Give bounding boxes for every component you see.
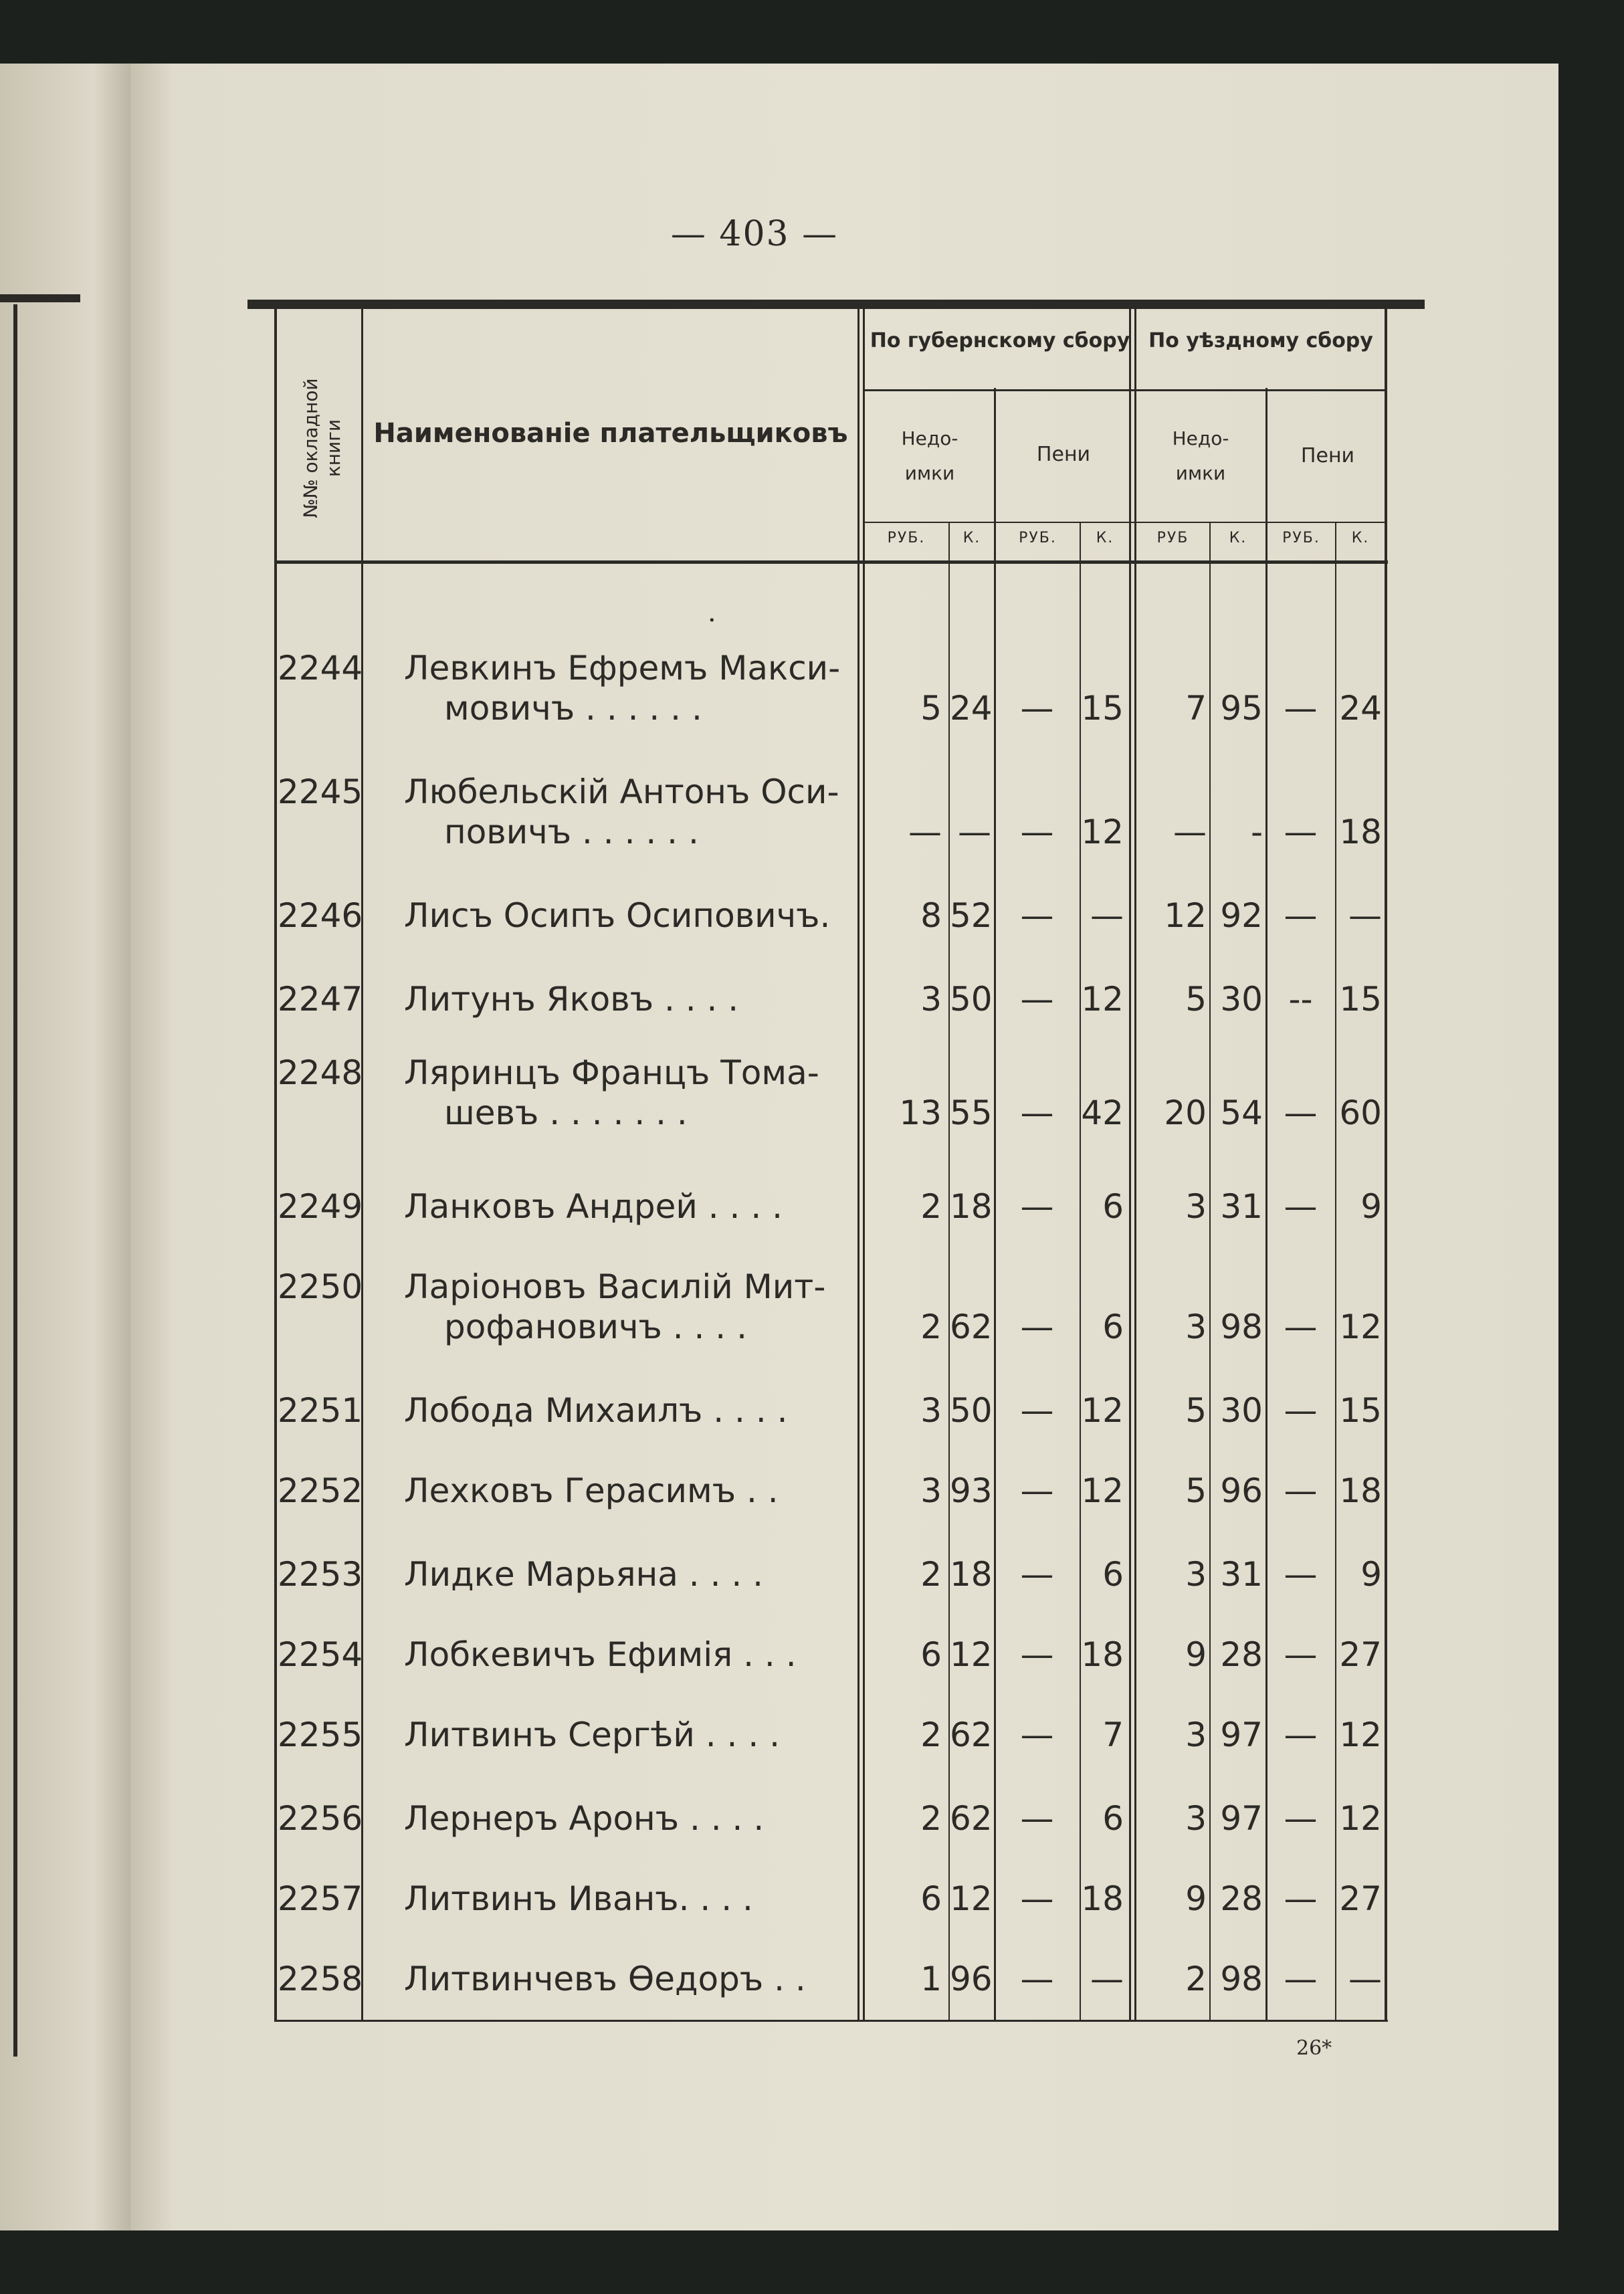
row-g-k: 55: [950, 1093, 993, 1132]
col-line-right: [1385, 309, 1387, 2021]
row-u-r: 3: [1185, 1187, 1207, 1226]
row-up-r: —: [1284, 689, 1318, 728]
row-up-k: 9: [1360, 1187, 1382, 1226]
row-u-r: 9: [1185, 1879, 1207, 1918]
col-line-left: [274, 309, 277, 2021]
header-gub-sbor: По губернскому сбору: [870, 329, 1130, 352]
row-u-k: 98: [1220, 1960, 1263, 1998]
row-g-k: 12: [950, 1879, 993, 1918]
row-u-k: 31: [1220, 1187, 1263, 1226]
row-gp-k: 7: [1102, 1715, 1124, 1754]
row-g-r: 2: [920, 1799, 942, 1838]
row-g-r: 6: [920, 1879, 942, 1918]
row-u-r: 3: [1185, 1308, 1207, 1346]
row-book-number: 2255: [278, 1715, 363, 1754]
row-u-k: 30: [1220, 980, 1263, 1019]
row-gp-k: 42: [1081, 1093, 1124, 1132]
row-g-r: —: [908, 813, 942, 851]
row-up-r: —: [1284, 1187, 1318, 1226]
row-up-r: —: [1284, 1879, 1318, 1918]
row-gp-k: 6: [1102, 1187, 1124, 1226]
row-gp-k: 12: [1081, 813, 1124, 851]
row-gp-r: —: [1020, 1093, 1054, 1132]
col-line-g-k: [948, 522, 950, 2020]
row-book-number: 2244: [278, 649, 363, 688]
row-gp-r: —: [1020, 896, 1054, 935]
row-gp-r: —: [1020, 1799, 1054, 1838]
table-mark: ·: [708, 605, 716, 636]
row-book-number: 2247: [278, 980, 363, 1019]
left-page-edge: [0, 64, 134, 2230]
col-line-up-k: [1335, 522, 1336, 2020]
row-up-r: —: [1284, 813, 1318, 851]
row-gp-r: —: [1020, 1715, 1054, 1754]
row-book-number: 2252: [278, 1471, 363, 1510]
row-up-r: —: [1284, 1715, 1318, 1754]
row-g-r: 3: [920, 980, 942, 1019]
row-up-k: 12: [1339, 1308, 1382, 1346]
row-u-k: 97: [1220, 1715, 1263, 1754]
row-up-r: —: [1284, 1471, 1318, 1510]
row-payer-name: Ларіоновъ Василій Мит-: [404, 1267, 826, 1306]
row-g-r: 6: [920, 1635, 942, 1674]
col-line-gub-end: [1129, 309, 1131, 2021]
row-up-r: —: [1284, 1308, 1318, 1346]
table-top-rule: [247, 300, 1425, 309]
row-u-k: 28: [1220, 1635, 1263, 1674]
row-gp-r: —: [1020, 1308, 1054, 1346]
row-u-r: 3: [1185, 1555, 1207, 1594]
row-up-k: 12: [1339, 1715, 1382, 1754]
row-g-r: 1: [920, 1960, 942, 1998]
row-payer-name: Лидке Марьяна . . . .: [404, 1555, 764, 1594]
row-g-k: 62: [950, 1308, 993, 1346]
row-book-number: 2257: [278, 1879, 363, 1918]
header-g-peni: Пени: [1036, 443, 1091, 466]
row-u-k: 97: [1220, 1799, 1263, 1838]
row-payer-name: Лобкевичъ Ефимія . . .: [404, 1635, 797, 1674]
row-book-number: 2248: [278, 1053, 363, 1092]
row-gp-r: —: [1020, 689, 1054, 728]
header-payer-name: Наименованіе плательщиковъ: [373, 418, 848, 449]
col-line-u-k: [1209, 522, 1211, 2020]
row-payer-name: Литвинъ Сергѣй . . . .: [404, 1715, 781, 1754]
row-g-k: 50: [950, 1391, 993, 1430]
row-u-r: 9: [1185, 1635, 1207, 1674]
unit-u-rub: РУБ: [1156, 530, 1189, 546]
row-u-k: 28: [1220, 1879, 1263, 1918]
row-g-k: 12: [950, 1635, 993, 1674]
col-line-name-2: [863, 309, 865, 2021]
row-gp-k: —: [1090, 1960, 1124, 1998]
row-up-r: —: [1284, 1635, 1318, 1674]
row-g-r: 2: [920, 1555, 942, 1594]
row-g-k: —: [958, 813, 991, 851]
row-up-k: 60: [1339, 1093, 1382, 1132]
row-payer-name: повичъ . . . . . .: [444, 813, 699, 851]
row-payer-name: мовичъ . . . . . .: [444, 689, 702, 728]
header-uezd-sbor: По уѣздному сбору: [1148, 329, 1373, 352]
row-payer-name: Любельскій Антонъ Оси-: [404, 772, 839, 811]
row-u-r: 5: [1185, 1471, 1207, 1510]
row-up-k: —: [1348, 896, 1382, 935]
row-gp-r: —: [1020, 1391, 1054, 1430]
row-up-r: —: [1284, 1799, 1318, 1838]
row-g-r: 3: [920, 1471, 942, 1510]
header-book-number: №№ окладной книги: [300, 378, 344, 518]
header-line-units: [863, 522, 1385, 523]
header-u-peni: Пени: [1300, 444, 1355, 467]
row-gp-k: 6: [1102, 1308, 1124, 1346]
page-number: — 403 —: [670, 214, 839, 254]
row-up-k: —: [1348, 1960, 1382, 1998]
row-up-r: —: [1284, 896, 1318, 935]
row-gp-r: —: [1020, 813, 1054, 851]
row-u-r: 3: [1185, 1715, 1207, 1754]
col-line-gp-k: [1080, 522, 1081, 2020]
row-up-k: 18: [1339, 1471, 1382, 1510]
row-up-k: 9: [1360, 1555, 1382, 1594]
unit-g-kop: К.: [962, 530, 981, 546]
row-g-r: 2: [920, 1308, 942, 1346]
left-page-column-line: [13, 304, 17, 2057]
row-gp-k: 18: [1081, 1635, 1124, 1674]
row-payer-name: Ляринцъ Францъ Тома-: [404, 1053, 819, 1092]
unit-gp-kop: К.: [1096, 530, 1114, 546]
row-u-k: 54: [1220, 1093, 1263, 1132]
row-up-k: 24: [1339, 689, 1382, 728]
col-line-book: [361, 309, 363, 2021]
row-book-number: 2250: [278, 1267, 363, 1306]
row-u-r: 2: [1185, 1960, 1207, 1998]
row-u-r: 7: [1185, 689, 1207, 728]
row-g-r: 13: [899, 1093, 942, 1132]
row-gp-r: —: [1020, 1471, 1054, 1510]
row-payer-name: Лернеръ Аронъ . . . .: [404, 1799, 765, 1838]
row-up-r: --: [1288, 980, 1313, 1019]
unit-up-rub: РУБ.: [1282, 530, 1320, 546]
unit-gp-rub: РУБ.: [1019, 530, 1057, 546]
row-gp-k: 12: [1081, 1471, 1124, 1510]
row-g-k: 50: [950, 980, 993, 1019]
row-payer-name: Лисъ Осипъ Осиповичъ.: [404, 896, 831, 935]
row-payer-name: Лобода Михаилъ . . . .: [404, 1391, 788, 1430]
row-up-r: —: [1284, 1555, 1318, 1594]
unit-g-rub: РУБ.: [887, 530, 926, 546]
row-up-k: 15: [1339, 980, 1382, 1019]
header-u-nedoimki: Недо- имки: [1172, 427, 1229, 484]
row-gp-k: —: [1090, 896, 1124, 935]
row-u-k: 96: [1220, 1471, 1263, 1510]
row-g-k: 52: [950, 896, 993, 935]
col-line-name: [857, 309, 859, 2021]
row-gp-r: —: [1020, 1635, 1054, 1674]
row-up-r: —: [1284, 1093, 1318, 1132]
row-up-k: 27: [1339, 1635, 1382, 1674]
row-gp-r: —: [1020, 1879, 1054, 1918]
unit-up-kop: К.: [1351, 530, 1370, 546]
row-gp-r: —: [1020, 1960, 1054, 1998]
row-g-k: 24: [950, 689, 993, 728]
row-gp-k: 6: [1102, 1799, 1124, 1838]
row-up-k: 12: [1339, 1799, 1382, 1838]
header-g-nedoimki: Недо- имки: [901, 427, 958, 484]
row-book-number: 2249: [278, 1187, 363, 1226]
row-payer-name: Литвинъ Иванъ. . . .: [404, 1879, 753, 1918]
row-u-k: 30: [1220, 1391, 1263, 1430]
row-book-number: 2245: [278, 772, 363, 811]
row-g-k: 62: [950, 1799, 993, 1838]
row-book-number: 2254: [278, 1635, 363, 1674]
row-gp-r: —: [1020, 1187, 1054, 1226]
row-u-r: 5: [1185, 980, 1207, 1019]
row-g-k: 93: [950, 1471, 993, 1510]
table-bottom-rule: [274, 2020, 1388, 2022]
row-g-k: 18: [950, 1555, 993, 1594]
row-gp-r: —: [1020, 1555, 1054, 1594]
row-payer-name: Литунъ Яковъ . . . .: [404, 980, 739, 1019]
row-g-r: 2: [920, 1715, 942, 1754]
row-g-r: 3: [920, 1391, 942, 1430]
row-up-r: —: [1284, 1391, 1318, 1430]
row-u-r: —: [1173, 813, 1207, 851]
row-payer-name: Левкинъ Ефремъ Макси-: [404, 649, 841, 688]
row-gp-k: 12: [1081, 980, 1124, 1019]
row-up-r: —: [1284, 1960, 1318, 1998]
row-u-r: 3: [1185, 1799, 1207, 1838]
row-u-k: -: [1250, 813, 1263, 851]
row-u-k: 98: [1220, 1308, 1263, 1346]
row-up-k: 27: [1339, 1879, 1382, 1918]
row-payer-name: шевъ . . . . . . .: [444, 1093, 688, 1132]
row-book-number: 2258: [278, 1960, 363, 1998]
row-book-number: 2256: [278, 1799, 363, 1838]
row-payer-name: Литвинчевъ Ѳедоръ . .: [404, 1960, 806, 1998]
row-book-number: 2246: [278, 896, 363, 935]
row-gp-k: 6: [1102, 1555, 1124, 1594]
row-u-r: 20: [1164, 1093, 1207, 1132]
row-book-number: 2251: [278, 1391, 363, 1430]
header-bottom-rule: [274, 560, 1388, 564]
row-u-k: 31: [1220, 1555, 1263, 1594]
header-line-sbor: [863, 389, 1385, 391]
row-gp-r: —: [1020, 980, 1054, 1019]
row-u-k: 95: [1220, 689, 1263, 728]
row-payer-name: Ланковъ Андрей . . . .: [404, 1187, 783, 1226]
row-payer-name: Лехковъ Герасимъ . .: [404, 1471, 779, 1510]
row-g-k: 96: [950, 1960, 993, 1998]
row-g-r: 5: [920, 689, 942, 728]
unit-u-kop: К.: [1229, 530, 1247, 546]
signature-mark: 26*: [1296, 2037, 1332, 2060]
row-u-r: 12: [1164, 896, 1207, 935]
row-up-k: 15: [1339, 1391, 1382, 1430]
left-page-rule: [0, 294, 80, 302]
row-u-k: 92: [1220, 896, 1263, 935]
row-payer-name: рофановичъ . . . .: [444, 1308, 747, 1346]
row-gp-k: 15: [1081, 689, 1124, 728]
row-g-r: 8: [920, 896, 942, 935]
row-g-k: 18: [950, 1187, 993, 1226]
col-line-gub-end-2: [1134, 309, 1136, 2021]
row-gp-k: 12: [1081, 1391, 1124, 1430]
row-g-k: 62: [950, 1715, 993, 1754]
row-g-r: 2: [920, 1187, 942, 1226]
row-gp-k: 18: [1081, 1879, 1124, 1918]
row-up-k: 18: [1339, 813, 1382, 851]
row-book-number: 2253: [278, 1555, 363, 1594]
row-u-r: 5: [1185, 1391, 1207, 1430]
